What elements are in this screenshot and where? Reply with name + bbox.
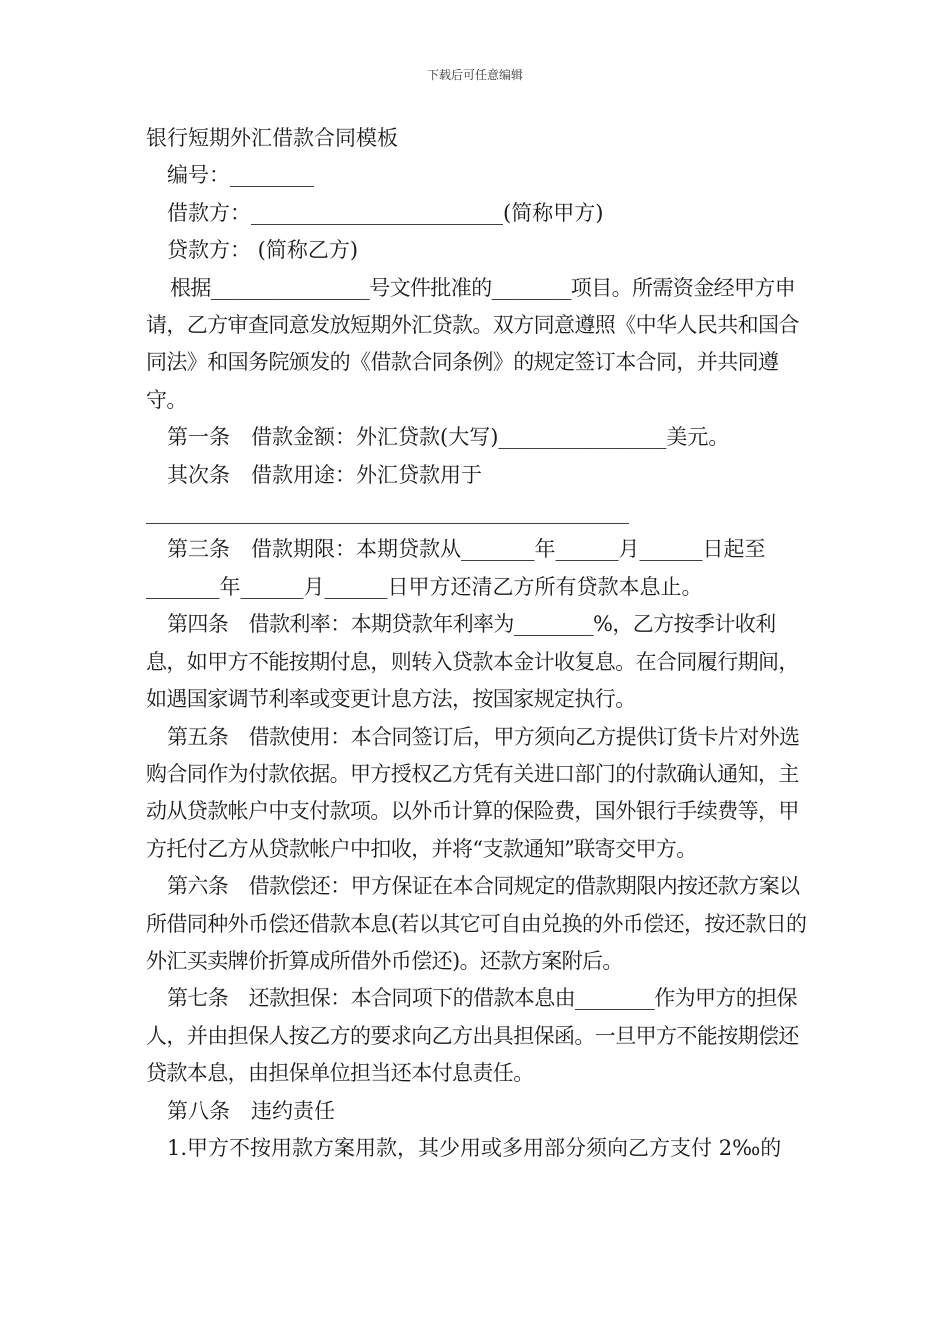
header-note: 下载后可任意编辑 <box>426 68 523 82</box>
article-5: 第五条 借款使用：本合同签订后，甲方须向乙方提供订货卡片对外选购合同作为付款依据。甲方授权乙方凭有关进口部门的付款确认通知，主动从贷款帐户中支付款项。以外币计算的保险费，国外银行手续费等，甲方托付乙方从贷款帐户中扣收，并将“支款通知”联寄交甲方。 <box>146 724 800 861</box>
article-8-heading: 第八条 违约责任 <box>167 1098 335 1123</box>
article-3: 第三条 借款期限：本期贷款从_______年______月______日起至_______年______月______日甲方还清乙方所有贷款本息止。 <box>146 537 766 599</box>
contract-number-line: 编号：________ <box>167 163 314 188</box>
preamble-paragraph: 根据________________号文件批准的________项目。所需资金经甲方申请，乙方审查同意发放短期外汇贷款。双方同意遵照《中华人民共和国合同法》和国务院颁发的《借款合同条例》的规定签订本合同，并共同遵守。 <box>146 275 799 412</box>
article-8-item-1: 1.甲方不按用款方案用款，其少用或多用部分须向乙方支付 2‰的 <box>167 1135 782 1160</box>
article-6: 第六条 借款偿还：甲方保证在本合同规定的借款期限内按还款方案以所借同种外币偿还借款本息(若以其它可自由兑换的外币偿还，按还款日的外汇买卖牌价折算成所借外币偿还)。还款方案附后。 <box>146 874 807 973</box>
borrower-line: 借款方：________________________(简称甲方) <box>167 200 604 225</box>
article-7: 第七条 还款担保：本合同项下的借款本息由________作为甲方的担保人，并由担保人按乙方的要求向乙方出具担保函。一旦甲方不能按期偿还贷款本息，由担保单位担当还本付息责任。 <box>146 986 799 1086</box>
lender-line: 贷款方： (简称乙方) <box>167 238 359 263</box>
document-body <box>146 120 811 1167</box>
article-1: 第一条 借款金额：外汇贷款(大写)________________美元。 <box>167 425 730 450</box>
document-title: 银行短期外汇借款合同模板 <box>146 126 398 150</box>
article-4: 第四条 借款利率：本期贷款年利率为________%，乙方按季计收利息，如甲方不能按期付息，则转入贷款本金计收复息。在合同履行期间，如遇国家调节利率或变更计息方法，按国家规定执行。 <box>146 612 799 712</box>
article-2: 其次条 借款用途：外汇贷款用于______________________________________________ <box>146 462 629 525</box>
